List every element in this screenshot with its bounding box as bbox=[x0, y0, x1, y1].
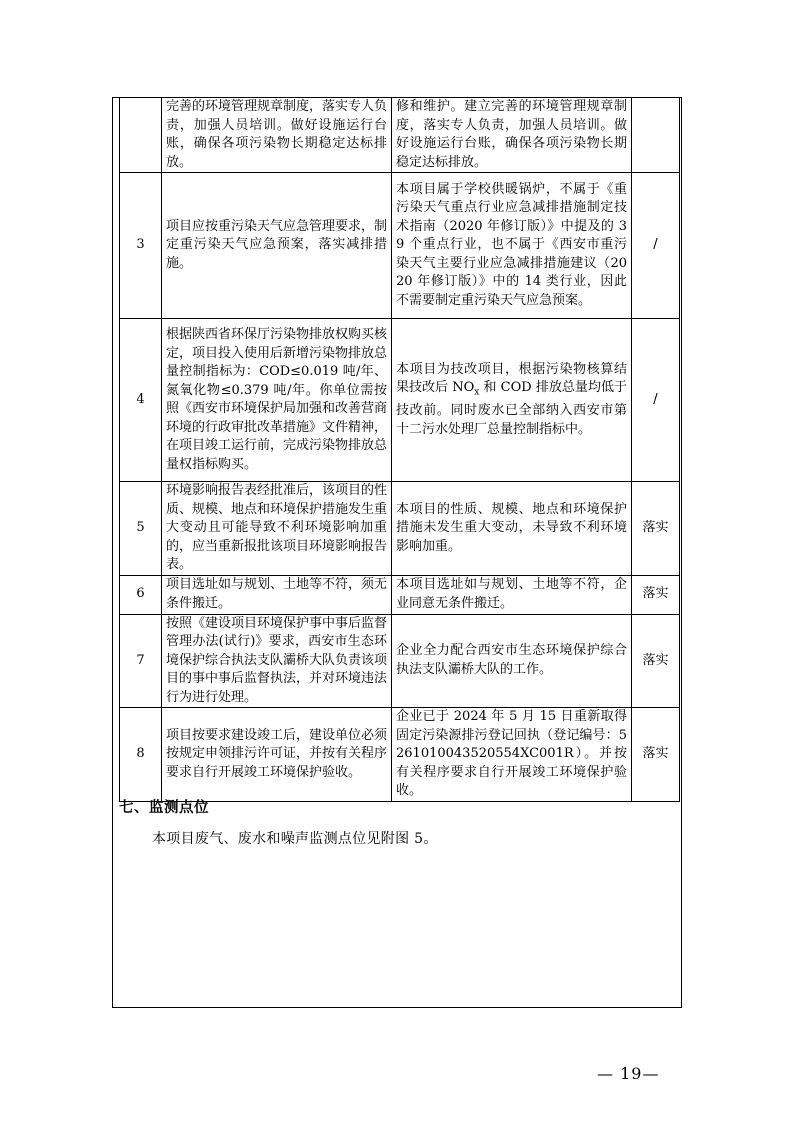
row-number: 8 bbox=[120, 708, 162, 802]
status-cell: 落实 bbox=[632, 614, 680, 708]
status-cell bbox=[632, 98, 680, 173]
implementation-cell bbox=[392, 319, 632, 482]
table-row bbox=[120, 482, 680, 576]
section-body-text: 本项目废气、废水和噪声监测点位见附图 5。 bbox=[152, 831, 438, 847]
implementation-cell: 本项目属于学校供暖锅炉，不属于《重污染天气重点行业应急减排措施制定技术指南（2020 年修订版）》中提及的 39 个重点行业，也不属于《西安市重污染天气主要行业应急减排措施建议（2020 年修订版）》中的 14 类行业，因此不需要制定重污染天气应急预案。 bbox=[392, 173, 632, 319]
row-number: 3 bbox=[120, 173, 162, 319]
implementation-text-part: 和 COD 排放总量均低于技改前。同时废水已全部纳入西安市第十二污水处理厂总量控制指标中。 bbox=[396, 380, 627, 437]
requirement-cell: 项目应按重污染天气应急管理要求，制定重污染天气应急预案，落实减排措施。 bbox=[162, 173, 392, 319]
section-heading: 七、监测点位 bbox=[119, 800, 209, 816]
requirement-cell: 环境影响报告表经批准后，该项目的性质、规模、地点和环境保护措施发生重大变动且可能导致不利环境影响加重的，应当重新报批该项目环境影响报告表。 bbox=[162, 482, 392, 576]
requirement-cell: 根据陕西省环保厅污染物排放权购买核定，项目投入使用后新增污染物排放总量控制指标为：COD≤0.019 吨/年、氮氧化物≤0.379 吨/年。你单位需按照《西安市环境保护局加强和改善营商环境的行政审批改革措施》文件精神，在项目竣工运行前，完成污染物排放总量权指标购买。 bbox=[162, 319, 392, 482]
page-number: — 19— bbox=[597, 1064, 660, 1083]
implementation-cell: 修和维护。建立完善的环境管理规章制度，落实专人负责，加强人员培训。做好设施运行台账，确保各项污染物长期稳定达标排放。 bbox=[392, 98, 632, 173]
status-cell: 落实 bbox=[632, 575, 680, 614]
row-number: 7 bbox=[120, 614, 162, 708]
status-cell: 落实 bbox=[632, 708, 680, 802]
implementation-cell: 企业已于 2024 年 5 月 15 日重新取得固定污染源排污登记回执（登记编号：5261010043520554XC001R）。并按有关程序要求自行开展竣工环境保护验收。 bbox=[392, 708, 632, 802]
table-row bbox=[120, 98, 680, 173]
requirement-cell: 项目按要求建设竣工后，建设单位必须按规定申领排污许可证，并按有关程序要求自行开展竣工环境保护验收。 bbox=[162, 708, 392, 802]
row-number: 6 bbox=[120, 575, 162, 614]
table-row bbox=[120, 614, 680, 708]
requirement-cell: 按照《建设项目环境保护事中事后监督管理办法(试行)》要求，西安市生态环境保护综合执法支队灞桥大队负责该项目的事中事后监督执法，并对环境违法行为进行处理。 bbox=[162, 614, 392, 708]
requirements-table bbox=[119, 97, 680, 802]
row-number bbox=[120, 98, 162, 173]
implementation-cell: 本项目选址如与规划、土地等不符，企业同意无条件搬迁。 bbox=[392, 575, 632, 614]
implementation-cell: 本项目的性质、规模、地点和环境保护措施未发生重大变动，未导致不利环境影响加重。 bbox=[392, 482, 632, 576]
status-cell: / bbox=[632, 319, 680, 482]
status-cell: 落实 bbox=[632, 482, 680, 576]
requirement-cell: 完善的环境管理规章制度，落实专人负责，加强人员培训。做好设施运行台账，确保各项污染物长期稳定达标排放。 bbox=[162, 98, 392, 173]
table-row bbox=[120, 708, 680, 802]
status-cell: / bbox=[632, 173, 680, 319]
table-row bbox=[120, 575, 680, 614]
requirement-cell: 项目选址如与规划、土地等不符，须无条件搬迁。 bbox=[162, 575, 392, 614]
nox-subscript: x bbox=[474, 387, 480, 398]
implementation-text-part: 本项目为技改项目，根据污染物核算结果技改后 NO bbox=[396, 361, 627, 396]
implementation-cell: 企业全力配合西安市生态环境保护综合执法支队灞桥大队的工作。 bbox=[392, 614, 632, 708]
table-row bbox=[120, 173, 680, 319]
row-number: 4 bbox=[120, 319, 162, 482]
row-number: 5 bbox=[120, 482, 162, 576]
table-row bbox=[120, 319, 680, 482]
